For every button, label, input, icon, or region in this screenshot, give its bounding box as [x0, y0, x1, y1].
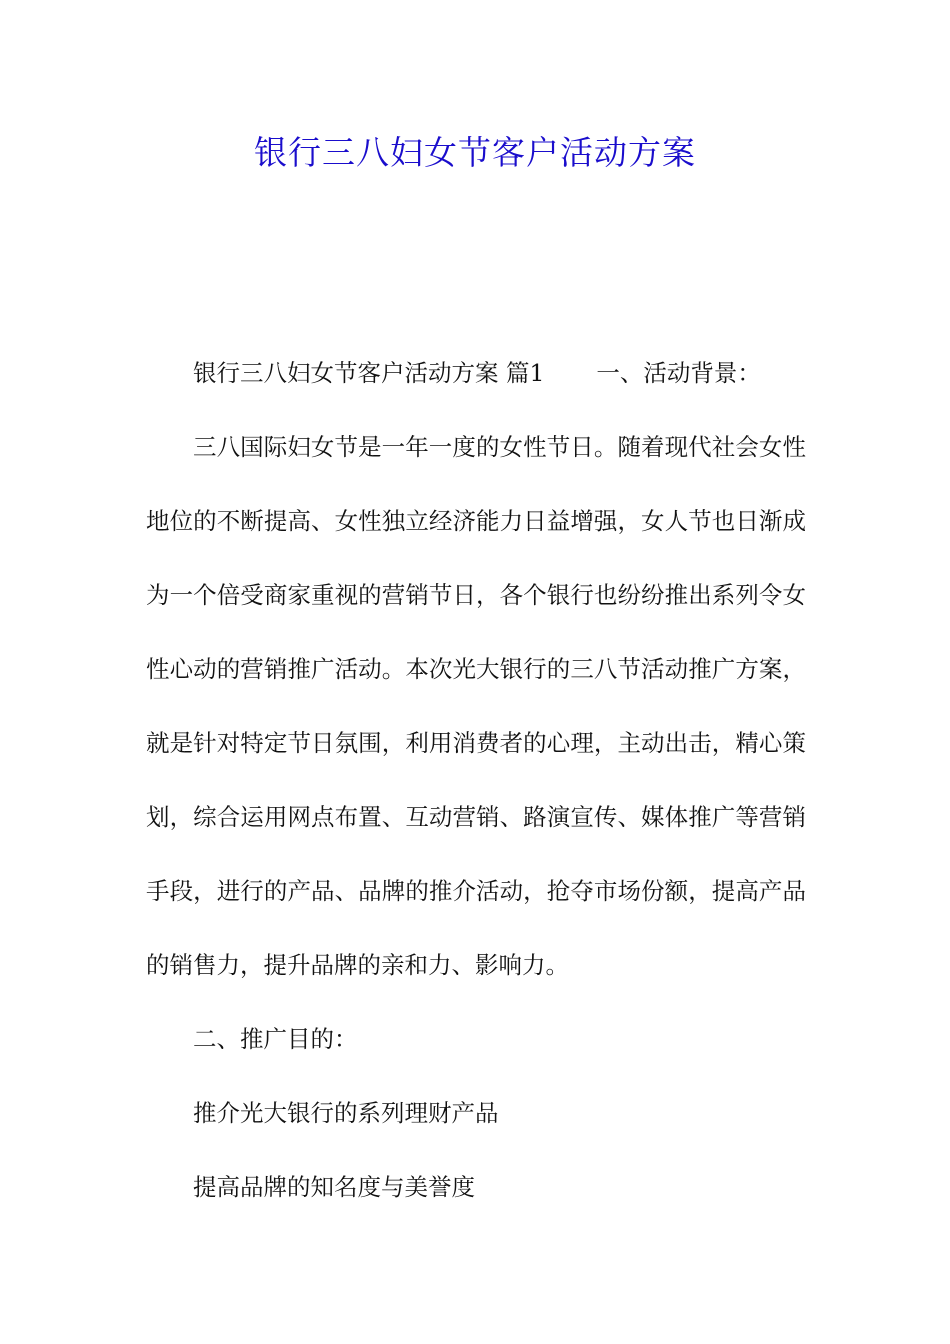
paragraph-purpose-item-1: 推介光大银行的系列理财产品	[193, 1099, 499, 1127]
subsection-heading: 一、活动背景：	[596, 359, 761, 387]
paragraph-lead	[146, 336, 806, 410]
paragraph-heading-purpose: 二、推广目的：	[193, 1025, 358, 1053]
document-title: 银行三八妇女节客户活动方案	[254, 133, 696, 172]
document-body	[146, 336, 806, 1224]
paragraph-purpose-item-2: 提高品牌的知名度与美誉度	[193, 1173, 475, 1201]
paragraph-background: 三八国际妇女节是一年一度的女性节日。随着现代社会女性地位的不断提高、女性独立经济能力日益增强，女人节也日渐成为一个倍受商家重视的营销节日，各个银行也纷纷推出系列令女性心动的营销推广活动。本次光大银行的三八节活动推广方案，就是针对特定节日氛围，利用消费者的心理，主动出击，精心策划，综合运用网点布置、互动营销、路演宣传、媒体推广等营销手段，进行的产品、品牌的推介活动，抢夺市场份额，提高产品的销售力，提升品牌的亲和力、影响力。	[146, 433, 806, 979]
section-heading: 银行三八妇女节客户活动方案 篇1	[193, 359, 545, 387]
